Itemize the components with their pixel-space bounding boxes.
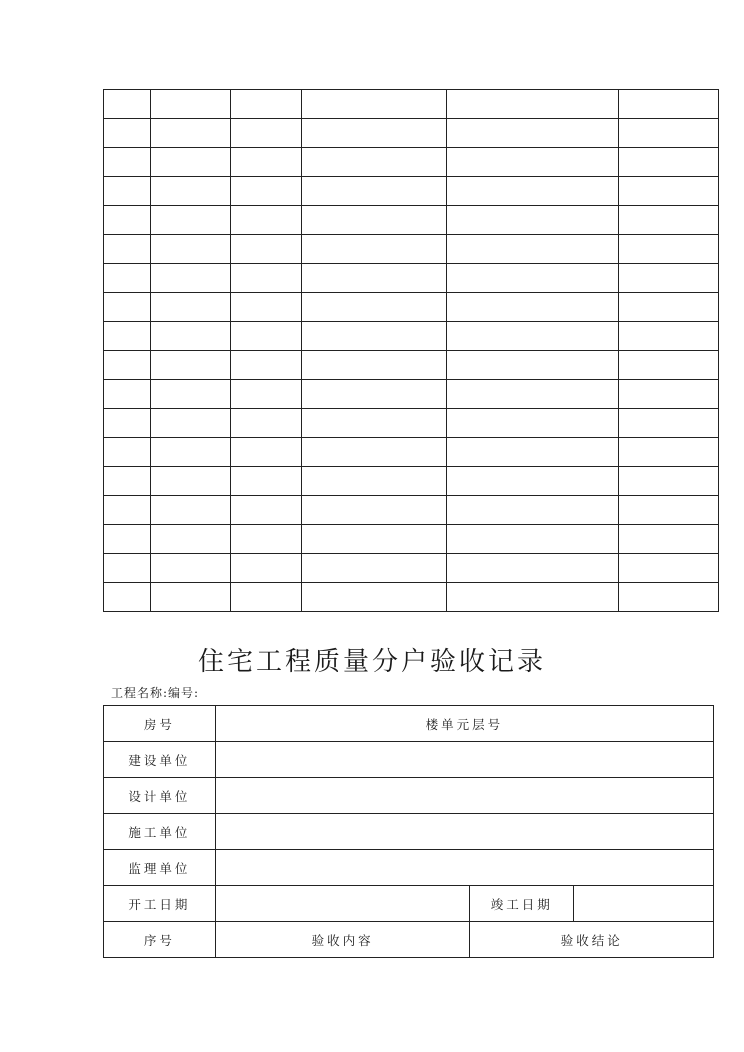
- grid-cell[interactable]: [447, 438, 619, 467]
- grid-cell[interactable]: [104, 322, 151, 351]
- grid-cell[interactable]: [619, 525, 719, 554]
- grid-cell[interactable]: [230, 438, 301, 467]
- grid-cell[interactable]: [619, 583, 719, 612]
- grid-cell[interactable]: [150, 409, 230, 438]
- grid-cell[interactable]: [104, 235, 151, 264]
- grid-cell[interactable]: [447, 322, 619, 351]
- supervisor-row: [104, 850, 714, 886]
- supervisor-label: 监理单位: [104, 850, 216, 886]
- grid-cell[interactable]: [619, 235, 719, 264]
- designer-row: [104, 778, 714, 814]
- grid-cell[interactable]: [150, 206, 230, 235]
- contractor-value-cell[interactable]: [215, 814, 713, 850]
- grid-cell[interactable]: [447, 90, 619, 119]
- grid-cell[interactable]: [230, 525, 301, 554]
- grid-cell[interactable]: [619, 438, 719, 467]
- seq-header: 序号: [104, 922, 216, 958]
- grid-cell[interactable]: [301, 206, 447, 235]
- grid-cell[interactable]: [619, 264, 719, 293]
- grid-cell[interactable]: [301, 177, 447, 206]
- grid-cell[interactable]: [301, 264, 447, 293]
- grid-cell[interactable]: [230, 293, 301, 322]
- grid-cell[interactable]: [619, 206, 719, 235]
- grid-cell[interactable]: [150, 554, 230, 583]
- grid-cell[interactable]: [619, 293, 719, 322]
- table-row: [104, 380, 719, 409]
- grid-cell[interactable]: [619, 177, 719, 206]
- contractor-label: 施工单位: [104, 814, 216, 850]
- grid-cell[interactable]: [301, 235, 447, 264]
- grid-cell[interactable]: [447, 496, 619, 525]
- grid-cell[interactable]: [230, 264, 301, 293]
- table-row: [104, 583, 719, 612]
- grid-cell[interactable]: [104, 264, 151, 293]
- grid-cell[interactable]: [230, 322, 301, 351]
- grid-cell[interactable]: [301, 409, 447, 438]
- table-row: [104, 90, 719, 119]
- record-form-table: [103, 705, 714, 958]
- grid-cell[interactable]: [150, 90, 230, 119]
- room-row: [104, 706, 714, 742]
- grid-cell[interactable]: [447, 264, 619, 293]
- grid-cell[interactable]: [230, 380, 301, 409]
- grid-cell[interactable]: [104, 583, 151, 612]
- grid-cell[interactable]: [619, 322, 719, 351]
- grid-cell[interactable]: [150, 496, 230, 525]
- grid-cell[interactable]: [230, 351, 301, 380]
- grid-cell[interactable]: [150, 119, 230, 148]
- table-row: [104, 438, 719, 467]
- grid-cell[interactable]: [230, 235, 301, 264]
- grid-cell[interactable]: [301, 525, 447, 554]
- grid-cell[interactable]: [104, 525, 151, 554]
- grid-cell[interactable]: [104, 119, 151, 148]
- grid-cell[interactable]: [619, 119, 719, 148]
- start-date-label: 开工日期: [104, 886, 216, 922]
- grid-cell[interactable]: [301, 583, 447, 612]
- designer-label: 设计单位: [104, 778, 216, 814]
- header-row: [104, 922, 714, 958]
- table-row: [104, 525, 719, 554]
- grid-cell[interactable]: [104, 90, 151, 119]
- grid-cell[interactable]: [104, 148, 151, 177]
- grid-cell[interactable]: [619, 554, 719, 583]
- grid-cell[interactable]: [447, 525, 619, 554]
- grid-cell[interactable]: [447, 554, 619, 583]
- grid-cell[interactable]: [447, 351, 619, 380]
- grid-cell[interactable]: [619, 380, 719, 409]
- grid-cell[interactable]: [447, 206, 619, 235]
- grid-cell[interactable]: [230, 90, 301, 119]
- grid-cell[interactable]: [447, 409, 619, 438]
- room-value[interactable]: 楼单元层号: [215, 706, 713, 742]
- builder-label: 建设单位: [104, 742, 216, 778]
- grid-cell[interactable]: [301, 119, 447, 148]
- grid-cell[interactable]: [104, 177, 151, 206]
- grid-cell[interactable]: [301, 380, 447, 409]
- grid-cell[interactable]: [230, 206, 301, 235]
- table-row: [104, 206, 719, 235]
- grid-cell[interactable]: [230, 467, 301, 496]
- grid-cell[interactable]: [104, 351, 151, 380]
- grid-cell[interactable]: [104, 380, 151, 409]
- table-row: [104, 119, 719, 148]
- grid-cell[interactable]: [150, 380, 230, 409]
- grid-cell[interactable]: [301, 496, 447, 525]
- project-name-line: 工程名称:编号:: [111, 686, 200, 700]
- table-row: [104, 177, 719, 206]
- start-date-value-cell[interactable]: [215, 886, 470, 922]
- end-date-label: 竣工日期: [470, 886, 574, 922]
- table-row: [104, 264, 719, 293]
- table-row: [104, 148, 719, 177]
- grid-cell[interactable]: [301, 351, 447, 380]
- table-row: [104, 293, 719, 322]
- table-row: [104, 351, 719, 380]
- builder-row: [104, 742, 714, 778]
- grid-cell[interactable]: [150, 322, 230, 351]
- dates-row: [104, 886, 714, 922]
- grid-cell[interactable]: [619, 148, 719, 177]
- grid-cell[interactable]: [150, 583, 230, 612]
- room-label: 房号: [104, 706, 216, 742]
- grid-cell[interactable]: [150, 177, 230, 206]
- content-header: 验收内容: [215, 922, 470, 958]
- grid-cell[interactable]: [230, 177, 301, 206]
- grid-cell[interactable]: [619, 496, 719, 525]
- builder-value-cell[interactable]: [215, 742, 713, 778]
- grid-cell[interactable]: [447, 119, 619, 148]
- grid-cell[interactable]: [104, 293, 151, 322]
- grid-cell[interactable]: [619, 90, 719, 119]
- grid-cell[interactable]: [301, 554, 447, 583]
- grid-cell[interactable]: [150, 467, 230, 496]
- table-row: [104, 322, 719, 351]
- grid-cell[interactable]: [150, 438, 230, 467]
- grid-cell[interactable]: [150, 235, 230, 264]
- grid-cell[interactable]: [619, 409, 719, 438]
- blank-grid-body: [104, 90, 719, 612]
- grid-cell[interactable]: [104, 438, 151, 467]
- grid-cell[interactable]: [150, 525, 230, 554]
- grid-cell[interactable]: [104, 409, 151, 438]
- grid-cell[interactable]: [619, 467, 719, 496]
- grid-cell[interactable]: [447, 293, 619, 322]
- grid-cell[interactable]: [230, 554, 301, 583]
- grid-cell[interactable]: [104, 496, 151, 525]
- blank-grid-table: [103, 89, 719, 612]
- grid-cell[interactable]: [150, 264, 230, 293]
- grid-cell[interactable]: [150, 148, 230, 177]
- grid-cell[interactable]: [447, 235, 619, 264]
- grid-cell[interactable]: [301, 322, 447, 351]
- grid-cell[interactable]: [301, 293, 447, 322]
- form-title: 住宅工程质量分户验收记录: [197, 647, 546, 677]
- table-row: [104, 467, 719, 496]
- grid-cell[interactable]: [230, 409, 301, 438]
- designer-value-cell[interactable]: [215, 778, 713, 814]
- grid-cell[interactable]: [619, 351, 719, 380]
- conclusion-header: 验收结论: [470, 922, 714, 958]
- grid-cell[interactable]: [301, 467, 447, 496]
- table-row: [104, 235, 719, 264]
- supervisor-value-cell[interactable]: [215, 850, 713, 886]
- grid-cell[interactable]: [230, 496, 301, 525]
- grid-cell[interactable]: [150, 351, 230, 380]
- grid-cell[interactable]: [447, 467, 619, 496]
- grid-cell[interactable]: [230, 119, 301, 148]
- end-date-value-cell[interactable]: [574, 886, 714, 922]
- grid-cell[interactable]: [301, 90, 447, 119]
- grid-cell[interactable]: [447, 583, 619, 612]
- grid-cell[interactable]: [150, 293, 230, 322]
- grid-cell[interactable]: [301, 148, 447, 177]
- contractor-row: [104, 814, 714, 850]
- grid-cell[interactable]: [447, 148, 619, 177]
- grid-cell[interactable]: [230, 583, 301, 612]
- grid-cell[interactable]: [447, 177, 619, 206]
- grid-cell[interactable]: [104, 554, 151, 583]
- table-row: [104, 496, 719, 525]
- table-row: [104, 409, 719, 438]
- grid-cell[interactable]: [230, 148, 301, 177]
- table-row: [104, 554, 719, 583]
- grid-cell[interactable]: [104, 206, 151, 235]
- grid-cell[interactable]: [104, 467, 151, 496]
- grid-cell[interactable]: [301, 438, 447, 467]
- grid-cell[interactable]: [447, 380, 619, 409]
